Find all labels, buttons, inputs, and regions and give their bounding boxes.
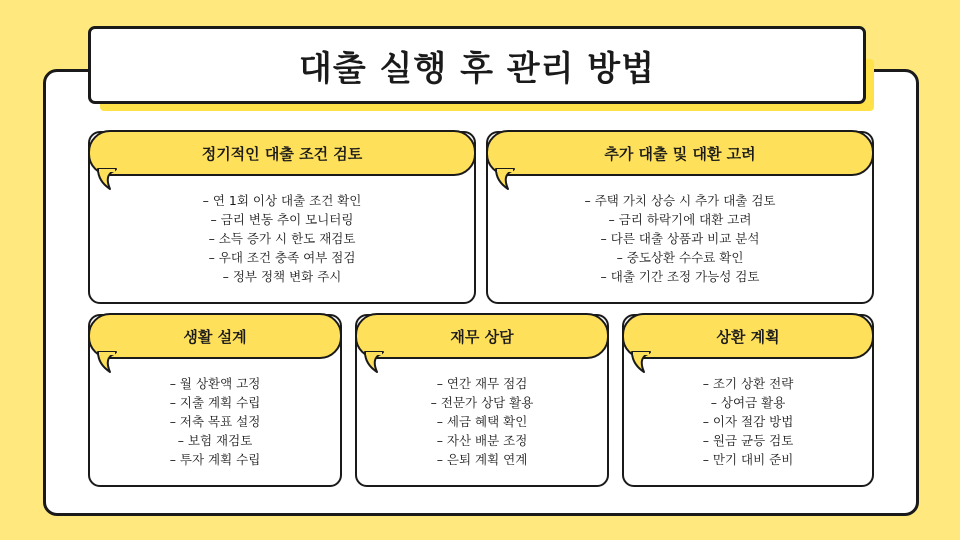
speech-tail-icon [494, 169, 520, 191]
list-item: – 우대 조건 충족 여부 점검 [208, 250, 356, 265]
list-item: – 대출 기간 조정 가능성 검토 [600, 269, 760, 284]
card-heading: 생활 설계 [183, 327, 247, 346]
card-additional-loan [486, 131, 874, 304]
card-heading-bubble [355, 313, 609, 359]
speech-tail-icon [363, 352, 389, 374]
list-item: – 세금 혜택 확인 [436, 414, 528, 429]
list-item: – 월 상환액 고정 [169, 376, 261, 391]
card-heading-bubble [88, 130, 476, 176]
card-life-planning [88, 314, 342, 487]
list-item: – 연간 재무 점검 [436, 376, 528, 391]
speech-tail-icon [630, 352, 656, 374]
list-item: – 다른 대출 상품과 비교 분석 [600, 231, 760, 246]
card-heading-bubble [486, 130, 874, 176]
list-item: – 소득 증가 시 한도 재검토 [208, 231, 356, 246]
card-heading: 정기적인 대출 조건 검토 [201, 144, 363, 163]
card-list [90, 191, 474, 286]
list-item: – 자산 배분 조정 [436, 433, 528, 448]
card-heading-bubble [622, 313, 874, 359]
speech-tail-icon [96, 169, 122, 191]
card-financial-consulting [355, 314, 609, 487]
speech-tail-icon [96, 352, 122, 374]
list-item: – 만기 대비 준비 [702, 452, 794, 467]
page-title [88, 26, 866, 104]
list-item: – 보험 재검토 [177, 433, 253, 448]
list-item: – 금리 하락기에 대환 고려 [608, 212, 752, 227]
list-item: – 상여금 활용 [710, 395, 786, 410]
card-heading: 상환 계획 [716, 327, 780, 346]
card-list [357, 374, 607, 469]
card-list [624, 374, 872, 469]
card-list [90, 374, 340, 469]
list-item: – 조기 상환 전략 [702, 376, 794, 391]
list-item: – 이자 절감 방법 [702, 414, 794, 429]
list-item: – 주택 가치 상승 시 추가 대출 검토 [584, 193, 776, 208]
list-item: – 정부 정책 변화 주시 [222, 269, 342, 284]
page-title-text: 대출 실행 후 관리 방법 [299, 48, 655, 89]
card-heading: 재무 상담 [450, 327, 514, 346]
card-regular-review [88, 131, 476, 304]
list-item: – 투자 계획 수립 [169, 452, 261, 467]
list-item: – 금리 변동 추이 모니터링 [210, 212, 354, 227]
list-item: – 지출 계획 수립 [169, 395, 261, 410]
card-heading: 추가 대출 및 대환 고려 [604, 144, 756, 163]
card-list [488, 191, 872, 286]
card-heading-bubble [88, 313, 342, 359]
list-item: – 중도상환 수수료 확인 [616, 250, 744, 265]
list-item: – 원금 균등 검토 [702, 433, 794, 448]
card-repayment-plan [622, 314, 874, 487]
list-item: – 은퇴 계획 연계 [436, 452, 528, 467]
list-item: – 저축 목표 설정 [169, 414, 261, 429]
list-item: – 연 1회 이상 대출 조건 확인 [202, 193, 362, 208]
list-item: – 전문가 상담 활용 [430, 395, 534, 410]
